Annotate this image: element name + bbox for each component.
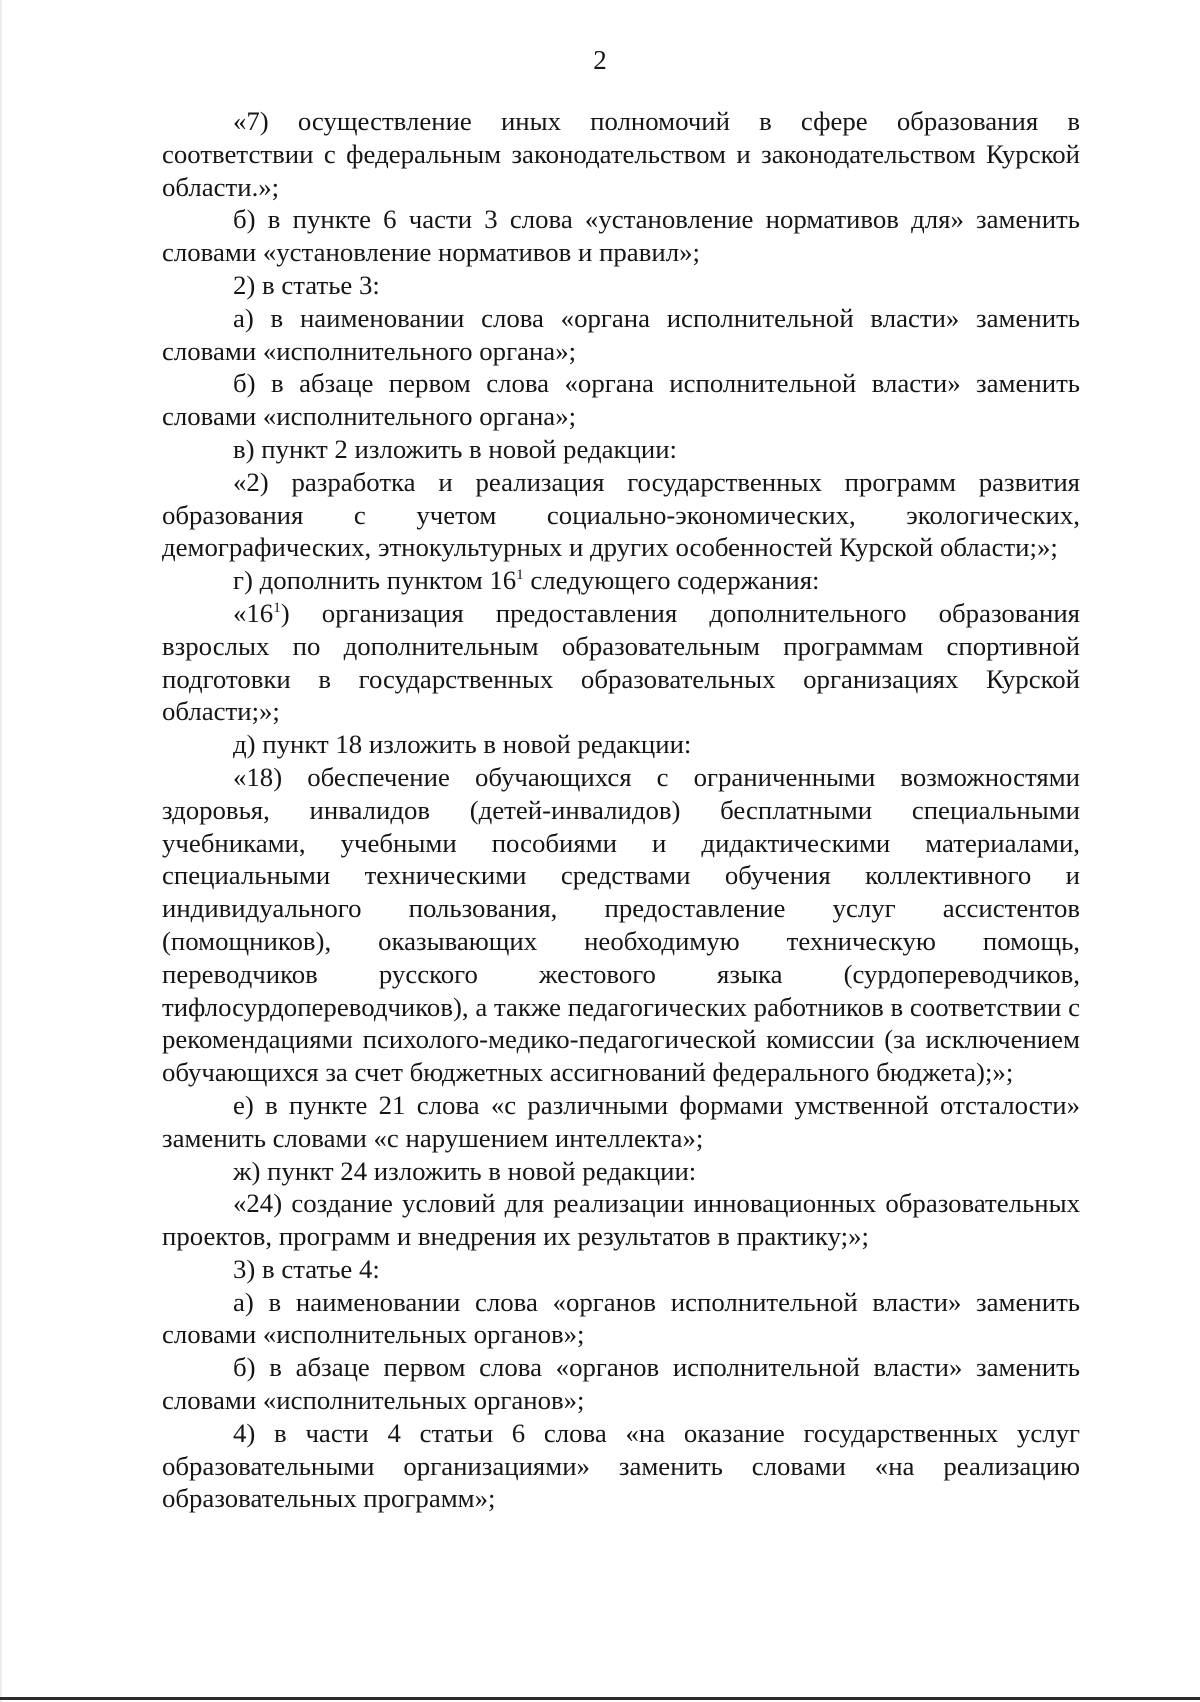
paragraph-sub-zh-point-24: ж) пункт 24 изложить в новой редакции: [233, 1155, 697, 1186]
text-fragment: «16 [233, 597, 274, 628]
paragraph-article-4-sub-b: б) в абзаце первом слова «органов исполнительной власти» заменить словами «исполнительных органов»; [162, 1352, 1080, 1416]
paragraph-sub-b-point-6: б) в пункте 6 части 3 слова «установление нормативов для» заменить словами «установление нормативов и правил»; [162, 204, 1080, 268]
paragraph-sub-a-title: а) в наименовании слова «органа исполнительной власти» заменить словами «исполнительного органа»; [162, 302, 1080, 366]
superscript: 1 [273, 600, 281, 617]
paragraph-article-4: 3) в статье 4: [233, 1253, 380, 1284]
paragraph-sub-g-add-point [162, 564, 1080, 597]
text-fragment: следующего содержания: [523, 565, 820, 596]
text-fragment: ) организация предоставления дополнительного образования взрослых по дополнительным образовательным программам спортивной подготовки в государственных образовательных организациях Курской области;»; [162, 597, 1080, 727]
paragraph-sub-b-first-para: б) в абзаце первом слова «органа исполнительной власти» заменить словами «исполнительного органа»; [162, 368, 1080, 432]
page-number: 2 [593, 45, 607, 75]
paragraph-article-4-sub-a: а) в наименовании слова «органов исполнительной власти» заменить словами «исполнительных органов»; [162, 1286, 1080, 1350]
scan-bottom-edge [0, 1697, 1200, 1700]
paragraph-point-7: «7) осуществление иных полномочий в сфере образования в соответствии с федеральным законодательством и законодательством Курской области.»; [162, 106, 1080, 202]
paragraph-sub-e-point-21: е) в пункте 21 слова «с различными формами умственной отсталости» заменить словами «с нарушением интеллекта»; [162, 1089, 1080, 1153]
document-body [162, 105, 1080, 1515]
superscript: 1 [516, 567, 524, 584]
paragraph-new-point-16-1 [162, 597, 1080, 728]
text-fragment: г) дополнить пунктом 16 [233, 565, 517, 596]
paragraph-article-6: 4) в части 4 статьи 6 слова «на оказание государственных услуг образовательными организациями» заменить словами «на реализацию образовательных программ»; [162, 1417, 1080, 1514]
paragraph-article-3: 2) в статье 3: [233, 269, 380, 300]
paragraph-new-point-2: «2) разработка и реализация государственных программ развития образования с учетом социально-экономических, экологических, демографических, этнокультурных и других особенностей Курской области;»; [162, 466, 1080, 563]
scan-left-edge [0, 0, 2, 1702]
paragraph-new-point-24: «24) создание условий для реализации инновационных образовательных проектов, программ и внедрения их результатов в практику;»; [162, 1188, 1080, 1252]
paragraph-sub-v-point-2: в) пункт 2 изложить в новой редакции: [233, 433, 677, 464]
paragraph-new-point-18: «18) обеспечение обучающихся с ограниченными возможностями здоровья, инвалидов (детей-инвалидов) бесплатными специальными учебниками, учебными пособиями и дидактическими материалами, специальными техническими средствами обучения коллективного и индивидуального пользования, предоставление услуг ассистентов (помощников), оказывающих необходимую техническую помощь, переводчиков русского жестового языка (сурдопереводчиков, тифлосурдопереводчиков), а также педагогических работников в соответствии с рекомендациями психолого-медико-педагогической комиссии (за исключением обучающихся за счет бюджетных ассигнований федерального бюджета);»; [162, 761, 1080, 1088]
paragraph-sub-d-point-18: д) пункт 18 изложить в новой редакции: [233, 729, 692, 760]
